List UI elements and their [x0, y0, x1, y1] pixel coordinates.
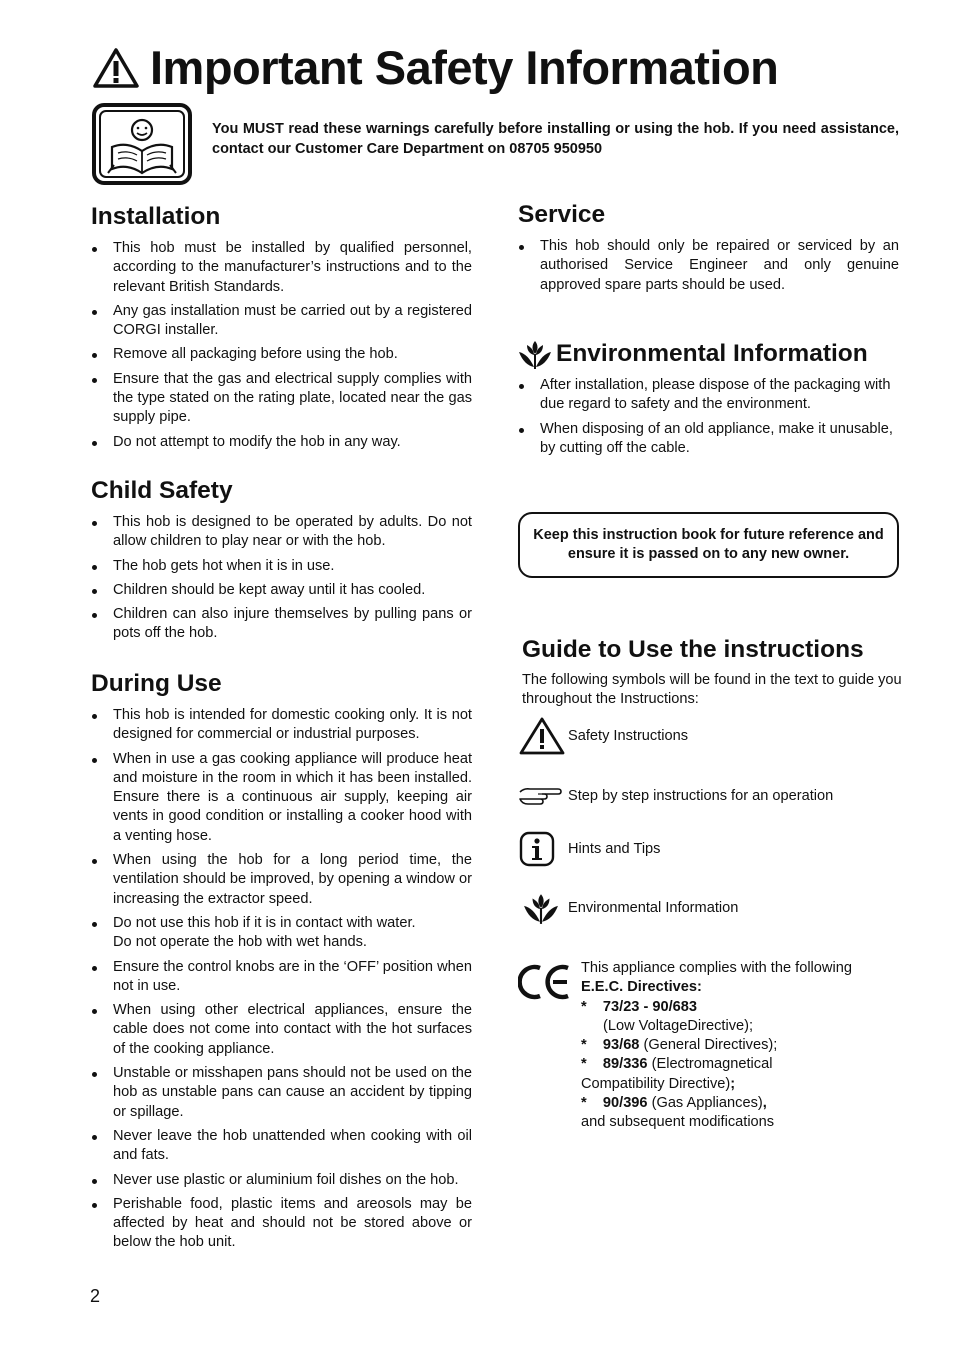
warning-triangle-icon — [518, 716, 566, 756]
list-item: Perishable food, plastic items and areosols may be affected by heat and should not be stored above or below the hob unit. — [91, 1195, 472, 1253]
bullet-star: * — [581, 1056, 587, 1073]
environmental-list — [518, 376, 899, 463]
list-item: This hob must be installed by qualified personnel, according to the manufacturer’s instructions and to the relevant British Standards. — [91, 239, 472, 297]
directive-desc: (Low VoltageDirective); — [603, 1017, 754, 1034]
symbol-row-safety — [518, 716, 688, 756]
directive-code: 89/336 — [602, 1056, 648, 1073]
symbol-row-steps — [518, 784, 833, 808]
bullet-star: * — [581, 1095, 587, 1112]
directives-label: E.E.C. Directives: — [581, 979, 702, 996]
list-item: Children should be kept away until it has cooled. — [91, 581, 472, 600]
child-safety-heading: Child Safety — [91, 477, 233, 504]
directive-code: 73/23 - 90/683 — [602, 998, 698, 1015]
list-item: Children can also injure themselves by pulling pans or pots off the hob. — [91, 605, 472, 644]
read-manual-icon — [92, 103, 192, 185]
compliance-closing: and subsequent modifications — [581, 1114, 775, 1131]
environmental-heading-text: Environmental Information — [556, 340, 868, 367]
directive-code: 90/396 — [602, 1095, 648, 1112]
list-item: Unstable or misshapen pans should not be used on the hob as unstable pans can cause an accident by tipping or spillage. — [91, 1064, 472, 1122]
directive-desc: (Gas Appliances) — [647, 1095, 763, 1112]
symbol-label: Environmental Information — [568, 900, 739, 916]
warning-triangle-icon — [92, 47, 140, 89]
directive-desc: (General Directives); — [639, 1037, 778, 1054]
punctuation: ; — [730, 1075, 736, 1092]
pointing-hand-icon — [518, 784, 562, 808]
list-item: When using other electrical appliances, ensure the cable does not come into contact with the hot surfaces of the cooking appliance. — [91, 1001, 472, 1059]
intro-warning: You MUST read these warnings carefully before installing or using the hob. If you need assistance, contact our Customer Care Department on 08705 950950 — [212, 121, 899, 157]
service-heading: Service — [518, 201, 606, 228]
compliance-intro: This appliance complies with the following — [581, 960, 852, 976]
list-item: This hob is designed to be operated by adults. Do not allow children to play near or with the hob. — [91, 513, 472, 552]
list-item: Remove all packaging before using the hob. — [91, 345, 472, 364]
symbol-label: Step by step instructions for an operation — [568, 788, 834, 804]
symbol-label: Hints and Tips — [568, 841, 661, 857]
list-item: Ensure that the gas and electrical supply complies with the type stated on the rating plate, located near the gas supply pipe. — [91, 370, 472, 428]
environment-flower-icon — [521, 890, 561, 926]
during-use-heading: During Use — [91, 670, 222, 697]
page-title-text: Important Safety Information — [150, 41, 779, 94]
symbol-label: Safety Instructions — [568, 728, 689, 744]
list-item: Do not attempt to modify the hob in any way. — [91, 433, 472, 452]
info-icon — [518, 831, 556, 867]
list-item: When in use a gas cooking appliance will produce heat and moisture in the room in which it has been installed. Ensure there is a continuous air supply, keeping air vents in good condition or installing a cooker hood with a venting hose. — [91, 750, 472, 846]
list-item: When using the hob for a long period time, the ventilation should be improved, by opening a window or increasing the extractor speed. — [91, 851, 472, 909]
symbol-row-environment — [518, 890, 738, 926]
list-item: Any gas installation must be carried out by a registered CORGI installer. — [91, 302, 472, 341]
symbol-row-hints — [518, 831, 660, 867]
installation-list — [91, 239, 472, 457]
list-item: After installation, please dispose of the packaging with due regard to safety and the environment. — [518, 376, 899, 415]
bullet-star: * — [581, 998, 587, 1015]
page-number: 2 — [90, 1286, 101, 1306]
punctuation: , — [762, 1095, 767, 1112]
page-title — [92, 40, 778, 96]
list-item: Never use plastic or aluminium foil dishes on the hob. — [91, 1171, 472, 1190]
keep-notice-box: Keep this instruction book for future reference and ensure it is passed on to any new owner. — [518, 512, 899, 578]
list-item: The hob gets hot when it is in use. — [91, 557, 472, 576]
guide-intro: The following symbols will be found in the text to guide you throughout the Instructions: — [522, 672, 902, 708]
list-item: This hob should only be repaired or serviced by an authorised Service Engineer and only genuine approved spare parts should be used. — [518, 237, 899, 295]
directive-desc: (Electromagnetical — [647, 1056, 773, 1073]
during-use-list — [91, 706, 472, 1258]
list-item: This hob is intended for domestic cooking only. It is not designed for commercial or industrial purposes. — [91, 706, 472, 745]
service-list — [518, 237, 899, 300]
list-item: When disposing of an old appliance, make it unusable, by cutting off the cable. — [518, 420, 899, 459]
guide-heading: Guide to Use the instructions — [522, 636, 864, 663]
bullet-star: * — [581, 1037, 587, 1054]
ce-mark-icon — [518, 962, 574, 1002]
list-item: Never leave the hob unattended when cooking with oil and fats. — [91, 1127, 472, 1166]
list-item: Ensure the control knobs are in the ‘OFF’ position when not in use. — [91, 958, 472, 997]
environment-flower-icon — [518, 337, 552, 371]
directive-desc: Compatibility Directive) — [581, 1075, 731, 1092]
list-item: Do not use this hob if it is in contact with water. Do not operate the hob with wet hands. — [91, 914, 472, 953]
environmental-heading — [518, 337, 868, 371]
installation-heading: Installation — [91, 203, 221, 230]
child-safety-list — [91, 513, 472, 649]
compliance-block — [581, 959, 911, 1133]
directive-code: 93/68 — [602, 1037, 640, 1054]
